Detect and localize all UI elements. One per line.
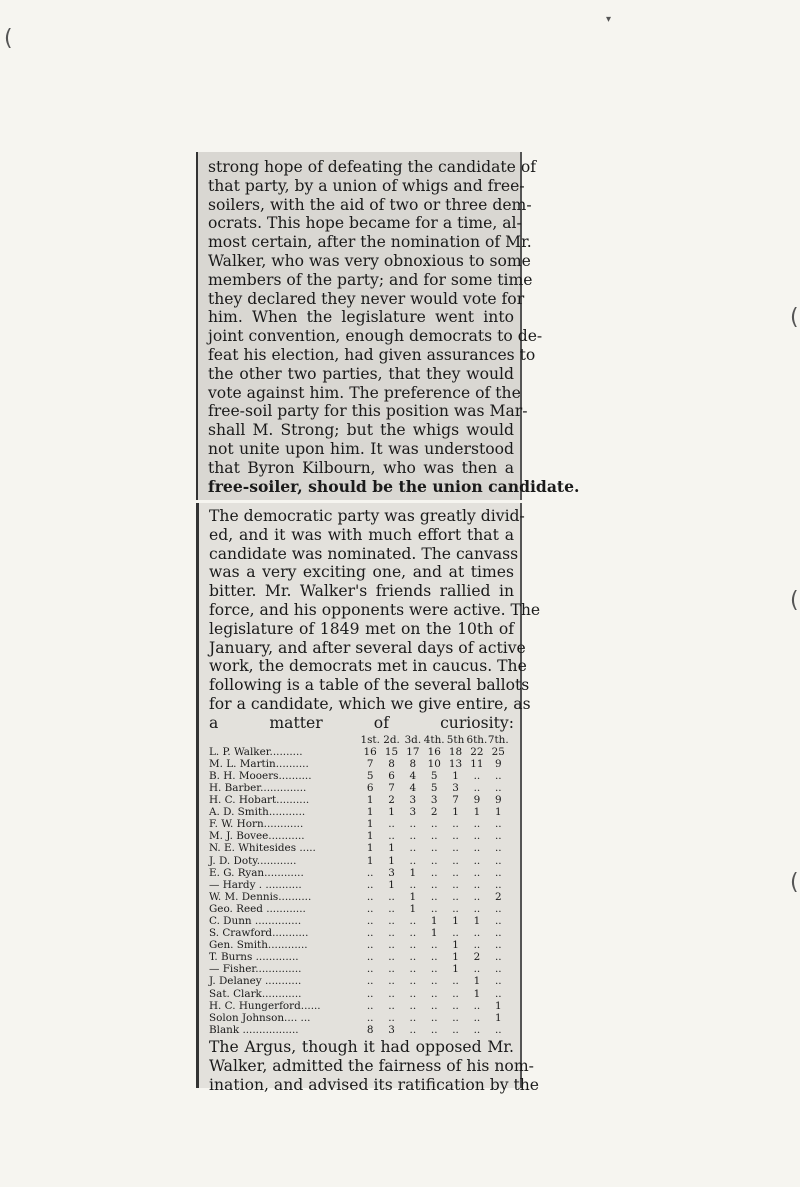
ballot-count: 9	[473, 794, 481, 807]
ballot-count: ..	[366, 963, 374, 976]
ballot-count: ..	[494, 951, 502, 964]
ballot-count: ..	[452, 975, 459, 988]
ballot-count: ..	[452, 818, 459, 831]
ballot-count: ..	[494, 975, 502, 988]
table-row	[209, 988, 509, 1000]
ballot-count: ..	[494, 902, 502, 915]
ballot-count: ..	[473, 1023, 481, 1036]
ballot-count: ..	[452, 878, 459, 891]
ballot-count: 8	[409, 757, 417, 770]
ballot-count: 1	[430, 914, 438, 927]
ballot-count: ..	[409, 854, 417, 867]
ballot-count: ..	[452, 854, 459, 867]
text-line: vote against him. The preference of the	[208, 383, 521, 402]
ballot-count: ..	[473, 866, 481, 879]
ballot-count: 22	[470, 745, 484, 758]
ballot-count: ..	[430, 999, 438, 1012]
ballot-count: 15	[384, 745, 399, 758]
ballot-count: ..	[409, 939, 417, 952]
candidate-name: H. C. Hungerford......	[209, 999, 321, 1012]
ballot-count: ..	[494, 769, 502, 782]
candidate-name: A. D. Smith...........	[209, 806, 306, 819]
ballot-count: ..	[494, 781, 502, 794]
table-row	[209, 903, 509, 915]
ballot-count: 1	[388, 842, 395, 855]
text-line: strong hope of defeating the candidate of	[208, 158, 536, 176]
ballot-count: ..	[452, 1011, 459, 1024]
ballot-count: ..	[494, 866, 502, 879]
ballot-count: 5	[430, 769, 438, 782]
ballot-count: ..	[430, 939, 438, 952]
ballot-count: 13	[448, 757, 463, 770]
ballot-count: ..	[430, 951, 438, 964]
ballot-header: 6th.	[466, 733, 488, 746]
ballot-count: 6	[388, 769, 395, 782]
ballot-header: 4th.	[423, 733, 445, 746]
text-line: candidate was nominated. The canvass	[209, 544, 519, 563]
table-row	[209, 915, 509, 927]
ballot-count: 1	[366, 854, 374, 867]
ballot-count: 2	[473, 951, 481, 964]
ballot-count: 2	[430, 806, 438, 819]
ballot-count: ..	[388, 914, 395, 927]
candidate-name: — Hardy . ...........	[209, 878, 302, 891]
ballot-count: ..	[494, 818, 502, 831]
ballot-count: ..	[430, 975, 438, 988]
ballot-count: 16	[363, 745, 377, 758]
ballot-count: ..	[430, 1011, 438, 1024]
ballot-count: ..	[452, 987, 459, 1000]
ballot-table	[209, 734, 509, 1036]
ballot-count: 8	[366, 1023, 374, 1036]
ballot-count: 2	[494, 890, 502, 903]
text-line: joint convention, enough democrats to de-	[208, 327, 543, 346]
ballot-count: 1	[452, 963, 459, 976]
ballot-count: 1	[366, 830, 374, 843]
newspaper-clipping-top	[196, 152, 580, 500]
table-row	[209, 855, 509, 867]
candidate-name: Gen. Smith............	[209, 939, 308, 952]
ballot-count: ..	[409, 951, 417, 964]
text-line: ocrats. This hope became for a time, al-	[208, 214, 522, 233]
table-row	[209, 879, 509, 891]
ballot-count: ..	[494, 878, 502, 891]
ballot-count: ..	[473, 902, 481, 915]
candidate-name: Solon Johnson.... ...	[209, 1011, 311, 1024]
ballot-count: ..	[388, 902, 395, 915]
text-line: The Argus, though it had opposed Mr.	[209, 1037, 514, 1056]
table-row	[209, 770, 509, 782]
ballot-count: ..	[452, 866, 459, 879]
text-line: legislature of 1849 met on the 10th of	[209, 619, 514, 638]
ballot-header: 2d.	[383, 733, 400, 746]
ballot-count: ..	[473, 878, 481, 891]
candidate-name: L. P. Walker..........	[209, 745, 303, 758]
ballot-count: ..	[430, 842, 438, 855]
candidate-name: H. C. Hobart..........	[209, 794, 310, 807]
ballot-count: ..	[388, 927, 395, 940]
ballot-header: 1st.	[360, 733, 380, 746]
ballot-count: ..	[388, 975, 395, 988]
text-line: members of the party; and for some time	[208, 270, 533, 289]
ballot-count: ..	[494, 830, 502, 843]
text-line: feat his election, had given assurances to	[208, 345, 536, 364]
candidate-name: T. Burns .............	[209, 951, 299, 964]
text-line: that party, by a union of whigs and free-	[208, 176, 525, 195]
ballot-count: ..	[409, 1023, 417, 1036]
text-line: most certain, after the nomination of Mr.	[208, 233, 532, 252]
ballot-count: ..	[452, 1023, 459, 1036]
ballot-count: 3	[430, 794, 438, 807]
ballot-count: ..	[452, 902, 459, 915]
ballot-count: ..	[366, 914, 374, 927]
text-line: Walker, who was very obnoxious to some	[208, 251, 531, 270]
ballot-count: ..	[452, 999, 459, 1012]
ballot-count: ..	[494, 987, 502, 1000]
candidate-name: S. Crawford...........	[209, 927, 309, 940]
text-line: The democratic party was greatly divid-	[209, 507, 525, 525]
article-outro-text	[209, 1037, 540, 1094]
ballot-count: 4	[409, 769, 417, 782]
ballot-count: ..	[409, 914, 417, 927]
table-row	[209, 794, 509, 806]
ballot-count: 5	[430, 781, 438, 794]
table-row	[209, 1000, 509, 1012]
ballot-count: 1	[409, 902, 417, 915]
ballot-count: ..	[366, 866, 374, 879]
ballot-count: 1	[366, 842, 374, 855]
ballot-count: 7	[452, 794, 459, 807]
ballot-count: ..	[388, 818, 395, 831]
ballot-count: 1	[409, 866, 417, 879]
text-line: was a very exciting one, and at times	[209, 563, 514, 582]
ballot-count: ..	[366, 890, 374, 903]
ballot-count: ..	[452, 890, 459, 903]
ballot-count: 2	[388, 794, 395, 807]
ballot-count: 1	[452, 769, 459, 782]
ballot-count: ..	[409, 818, 417, 831]
table-row	[209, 927, 509, 939]
ballot-count: ..	[409, 878, 417, 891]
ballot-count: ..	[366, 927, 374, 940]
ballot-count: ..	[452, 842, 459, 855]
ballot-count: ..	[473, 842, 481, 855]
text-line: free-soiler, should be the union candidate.	[208, 476, 580, 496]
ballot-count: ..	[366, 939, 374, 952]
article-intro-text	[209, 507, 541, 733]
table-row	[209, 1012, 509, 1024]
text-line: January, and after several days of active	[209, 638, 526, 657]
ballot-count: 1	[409, 890, 417, 903]
text-line: the other two parties, that they would	[208, 364, 514, 383]
ballot-count: ..	[473, 927, 481, 940]
table-row	[209, 951, 509, 963]
text-line: free-soil party for this position was Mar-	[208, 402, 528, 421]
ballot-count: ..	[494, 914, 502, 927]
ballot-count: ..	[430, 890, 438, 903]
text-line: following is a table of the several ballots	[209, 676, 530, 695]
ballot-count: 1	[366, 794, 374, 807]
ballot-count: ..	[473, 818, 481, 831]
ballot-count: ..	[430, 854, 438, 867]
ballot-count: ..	[366, 951, 374, 964]
ballot-count: 1	[473, 975, 481, 988]
table-row	[209, 867, 509, 879]
ballot-count: 1	[494, 806, 502, 819]
text-line: they declared they never would vote for	[208, 289, 525, 308]
candidate-name: F. W. Horn............	[209, 818, 304, 831]
ballot-count: 4	[409, 781, 417, 794]
ballot-count: ..	[409, 999, 417, 1012]
ballot-count: 1	[366, 806, 374, 819]
candidate-name: M. L. Martin..........	[209, 757, 309, 770]
ballot-count: 3	[409, 806, 417, 819]
candidate-name: W. M. Dennis..........	[209, 890, 312, 903]
text-line: a matter of curiosity:	[209, 713, 514, 732]
ballot-count: ..	[430, 866, 438, 879]
ballot-table-header	[209, 734, 509, 746]
ballot-count: 10	[427, 757, 441, 770]
candidate-name: B. H. Mooers..........	[209, 769, 312, 782]
candidate-name: Geo. Reed ............	[209, 902, 306, 915]
ballot-header: 5th	[446, 733, 465, 746]
ballot-count: 9	[494, 794, 502, 807]
ballot-count: ..	[409, 963, 417, 976]
table-row	[209, 1024, 509, 1036]
ballot-count: 1	[452, 939, 459, 952]
ballot-count: ..	[473, 769, 481, 782]
candidate-name: J. Delaney ...........	[209, 975, 302, 988]
ballot-count: ..	[388, 830, 395, 843]
ballot-count: 7	[388, 781, 395, 794]
ballot-count: 16	[427, 745, 441, 758]
ballot-count: ..	[430, 818, 438, 831]
speck-mark: ▾	[606, 14, 612, 25]
ballot-count: 9	[494, 757, 502, 770]
ballot-count: ..	[366, 1011, 374, 1024]
table-row	[209, 891, 509, 903]
candidate-name: Sat. Clark............	[209, 987, 302, 1000]
ballot-count: ..	[430, 1023, 438, 1036]
ballot-count: ..	[452, 927, 459, 940]
text-line: force, and his opponents were active. The	[209, 600, 541, 619]
text-line: that Byron Kilbourn, who was then a	[208, 458, 514, 477]
text-line: ed, and it was with much effort that a	[209, 525, 514, 544]
table-row	[209, 818, 509, 830]
ballot-count: ..	[409, 987, 417, 1000]
ballot-count: ..	[473, 854, 481, 867]
ballot-count: ..	[473, 890, 481, 903]
ballot-count: 1	[494, 999, 502, 1012]
ballot-count: ..	[409, 1011, 417, 1024]
ballot-count: ..	[473, 963, 481, 976]
text-line: not unite upon him. It was understood	[208, 439, 514, 458]
ballot-count: ..	[473, 781, 481, 794]
text-line: shall M. Strong; but the whigs would	[208, 421, 514, 440]
table-row	[209, 830, 509, 842]
candidate-name: M. J. Bovee...........	[209, 830, 305, 843]
ballot-count: ..	[388, 890, 395, 903]
ballot-count: 1	[366, 818, 374, 831]
text-line: him. When the legislature went into	[208, 308, 514, 327]
ballot-count: 1	[388, 806, 395, 819]
ballot-count: ..	[494, 939, 502, 952]
ballot-count: ..	[494, 854, 502, 867]
ballot-count: ..	[366, 987, 374, 1000]
ballot-count: 11	[470, 757, 484, 770]
candidate-name: E. G. Ryan............	[209, 866, 304, 879]
text-line: for a candidate, which we give entire, as	[209, 694, 531, 713]
candidate-name: — Fisher..............	[209, 963, 302, 976]
ballot-count: 1	[494, 1011, 502, 1024]
ballot-count: 5	[366, 769, 374, 782]
ballot-header: 7th.	[487, 733, 509, 746]
text-line: soilers, with the aid of two or three dem-	[208, 195, 532, 214]
ballot-count: ..	[473, 939, 481, 952]
ballot-count: ..	[430, 902, 438, 915]
ballot-count: 1	[452, 914, 459, 927]
ballot-count: ..	[388, 1011, 395, 1024]
ballot-count: ..	[366, 878, 374, 891]
ballot-count: ..	[494, 927, 502, 940]
ballot-count: ..	[473, 999, 481, 1012]
text-line: work, the democrats met in caucus. The	[209, 657, 527, 676]
ballot-count: ..	[494, 842, 502, 855]
ballot-count: ..	[473, 1011, 481, 1024]
edge-mark-1: (	[790, 305, 799, 330]
ballot-count: ..	[409, 975, 417, 988]
ballot-count: ..	[473, 830, 481, 843]
ballot-count: 1	[473, 987, 481, 1000]
ballot-count: ..	[366, 902, 374, 915]
table-row	[209, 746, 509, 758]
ballot-count: 6	[366, 781, 374, 794]
newspaper-clipping-bottom	[196, 503, 541, 1094]
ballot-count: 3	[388, 866, 395, 879]
ballot-count: 17	[406, 745, 420, 758]
candidate-name: N. E. Whitesides .....	[209, 842, 316, 855]
table-row	[209, 939, 509, 951]
table-row	[209, 963, 509, 975]
ballot-count: ..	[388, 999, 395, 1012]
edge-mark-2: (	[790, 588, 799, 613]
ballot-count: 3	[388, 1023, 395, 1036]
ballot-header: 3d.	[404, 733, 422, 746]
table-row	[209, 975, 509, 987]
ballot-count: 1	[473, 914, 481, 927]
table-row	[209, 782, 509, 794]
edge-mark-3: (	[790, 870, 799, 895]
ballot-count: 1	[388, 878, 395, 891]
table-row	[209, 842, 509, 854]
ballot-count: ..	[388, 939, 395, 952]
ballot-count: 1	[388, 854, 395, 867]
candidate-name: H. Barber..............	[209, 781, 307, 794]
text-line: ination, and advised its ratification by the	[209, 1075, 540, 1094]
ballot-count: ..	[409, 927, 417, 940]
ballot-count: ..	[494, 1023, 502, 1036]
ballot-count: ..	[388, 987, 395, 1000]
ballot-count: 3	[409, 794, 417, 807]
ballot-count: ..	[366, 975, 374, 988]
ballot-count: 1	[473, 806, 481, 819]
ballot-count: 1	[452, 806, 459, 819]
ballot-count: 1	[430, 927, 438, 940]
ballot-count: ..	[430, 963, 438, 976]
table-row	[209, 806, 509, 818]
ballot-count: ..	[452, 830, 459, 843]
text-line: Walker, admitted the fairness of his nom-	[209, 1056, 534, 1075]
ballot-count: ..	[409, 830, 417, 843]
table-row	[209, 758, 509, 770]
ballot-count: ..	[430, 830, 438, 843]
ballot-count: 25	[491, 745, 505, 758]
ballot-count: ..	[409, 842, 417, 855]
text-line: bitter. Mr. Walker's friends rallied in	[209, 582, 514, 601]
ballot-count: ..	[494, 963, 502, 976]
ballot-count: 1	[452, 951, 459, 964]
ballot-count: ..	[366, 999, 374, 1012]
ballot-count: ..	[430, 987, 438, 1000]
candidate-name: Blank .................	[209, 1023, 299, 1036]
ballot-count: ..	[388, 951, 395, 964]
candidate-name: J. D. Doty............	[209, 854, 297, 867]
margin-mark: (	[4, 26, 13, 51]
ballot-count: ..	[430, 878, 438, 891]
ballot-count: 7	[366, 757, 374, 770]
candidate-name: C. Dunn ..............	[209, 914, 302, 927]
ballot-count: 3	[452, 781, 459, 794]
ballot-count: ..	[388, 963, 395, 976]
ballot-count: 8	[388, 757, 395, 770]
ballot-count: 18	[448, 745, 463, 758]
